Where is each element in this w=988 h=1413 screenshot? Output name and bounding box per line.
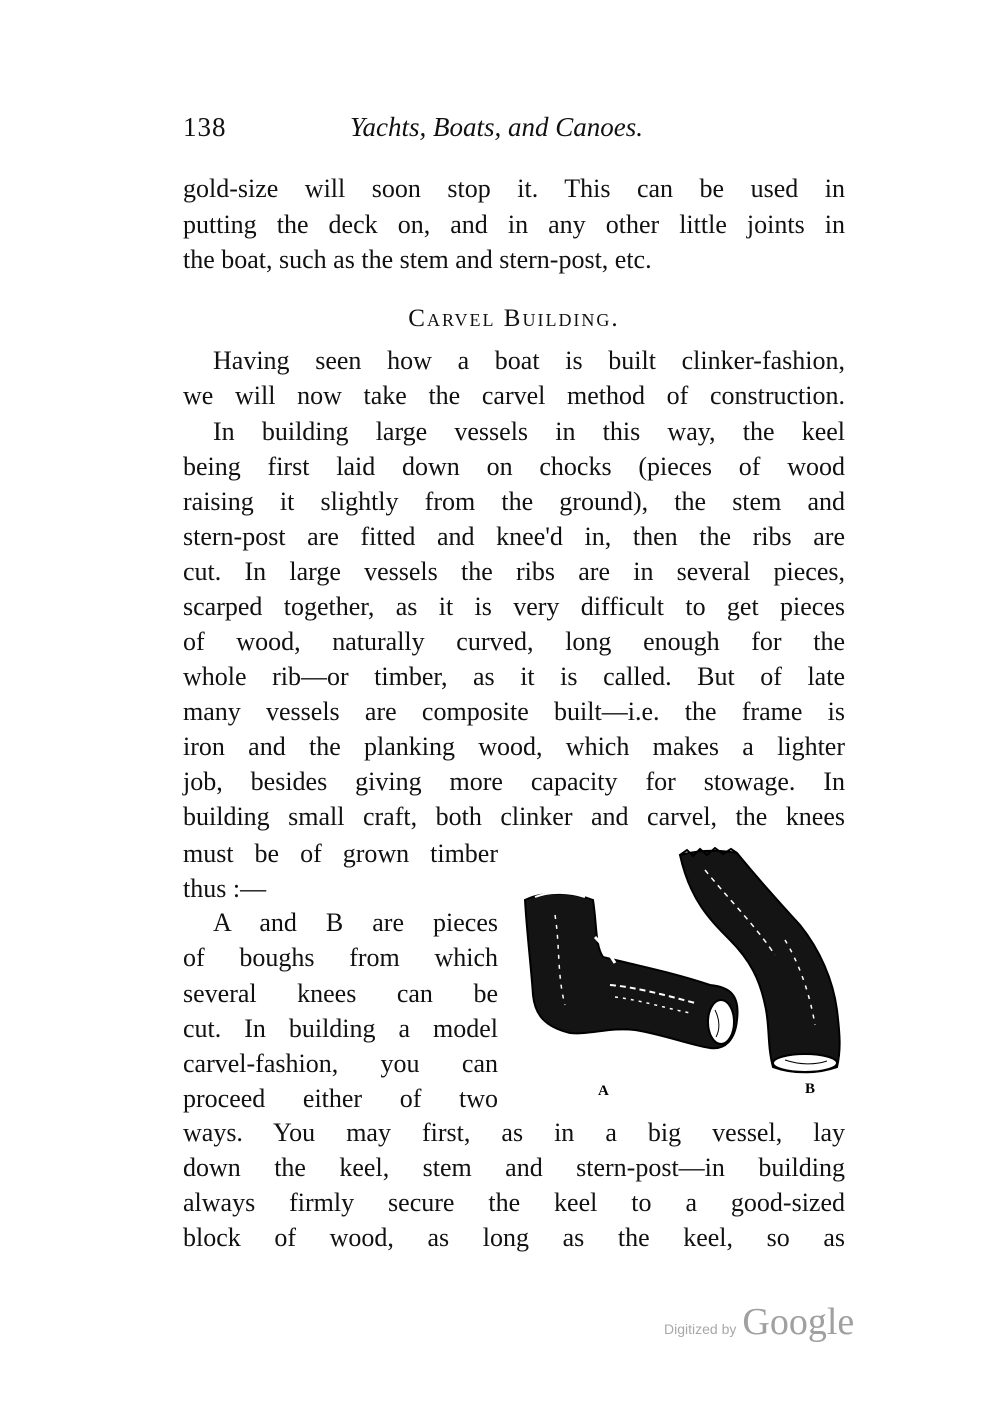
text-line: several knees can be <box>183 979 498 1008</box>
text-line: always firmly secure the keel to a good-sized <box>183 1188 845 1217</box>
text-line: building small craft, both clinker and carvel, the knees <box>183 802 845 831</box>
text-line: down the keel, stem and stern-post—in building <box>183 1153 845 1182</box>
text-line: whole rib—or timber, as it is called. But of late <box>183 662 845 691</box>
text-line: cut. In large vessels the ribs are in several pieces, <box>183 557 845 586</box>
text-line: stern-post are fitted and knee'd in, then the ribs are <box>183 522 845 551</box>
text-line: block of wood, as long as the keel, so as <box>183 1223 845 1252</box>
digitized-watermark <box>664 1300 854 1344</box>
text-line: of boughs from which <box>183 943 498 972</box>
watermark-prefix: Digitized by <box>664 1321 737 1337</box>
google-wordmark: Google <box>742 1301 855 1343</box>
text-line: thus :— <box>183 874 267 903</box>
text-line: many vessels are composite built—i.e. the frame is <box>183 697 845 726</box>
text-line: proceed either of two <box>183 1084 498 1113</box>
text-line: we will now take the carvel method of construction. <box>183 381 845 410</box>
bough-a-drawing <box>525 893 738 1048</box>
text-line: raising it slightly from the ground), the stem and <box>183 487 845 516</box>
text-line: In building large vessels in this way, the keel <box>213 417 845 446</box>
text-line: of wood, naturally curved, long enough for the <box>183 627 845 656</box>
figure-label-b: B <box>805 1081 816 1097</box>
boughs-drawing <box>515 845 855 1105</box>
text-line: being first laid down on chocks (pieces of wood <box>183 452 845 481</box>
text-line: A and B are pieces <box>213 908 498 937</box>
text-line: gold-size will soon stop it. This can be used in <box>183 174 845 203</box>
text-line: scarped together, as it is very difficult to get pieces <box>183 592 845 621</box>
text-line: ways. You may first, as in a big vessel, lay <box>183 1118 845 1147</box>
text-line: iron and the planking wood, which makes a lighter <box>183 732 845 761</box>
bough-illustration <box>515 845 855 1105</box>
text-line: must be of grown timber <box>183 839 498 868</box>
text-line: carvel-fashion, you can <box>183 1049 498 1078</box>
text-line: cut. In building a model <box>183 1014 498 1043</box>
running-title: Yachts, Boats, and Canoes. <box>350 112 644 142</box>
figure-label-a: A <box>598 1083 609 1099</box>
text-line: the boat, such as the stem and stern-post, etc. <box>183 245 652 274</box>
section-heading: Carvel Building. <box>408 305 620 332</box>
text-line: job, besides giving more capacity for stowage. In <box>183 767 845 796</box>
text-line: putting the deck on, and in any other little joints in <box>183 210 845 239</box>
page-number: 138 <box>183 112 227 142</box>
text-line: Having seen how a boat is built clinker-fashion, <box>213 346 845 375</box>
